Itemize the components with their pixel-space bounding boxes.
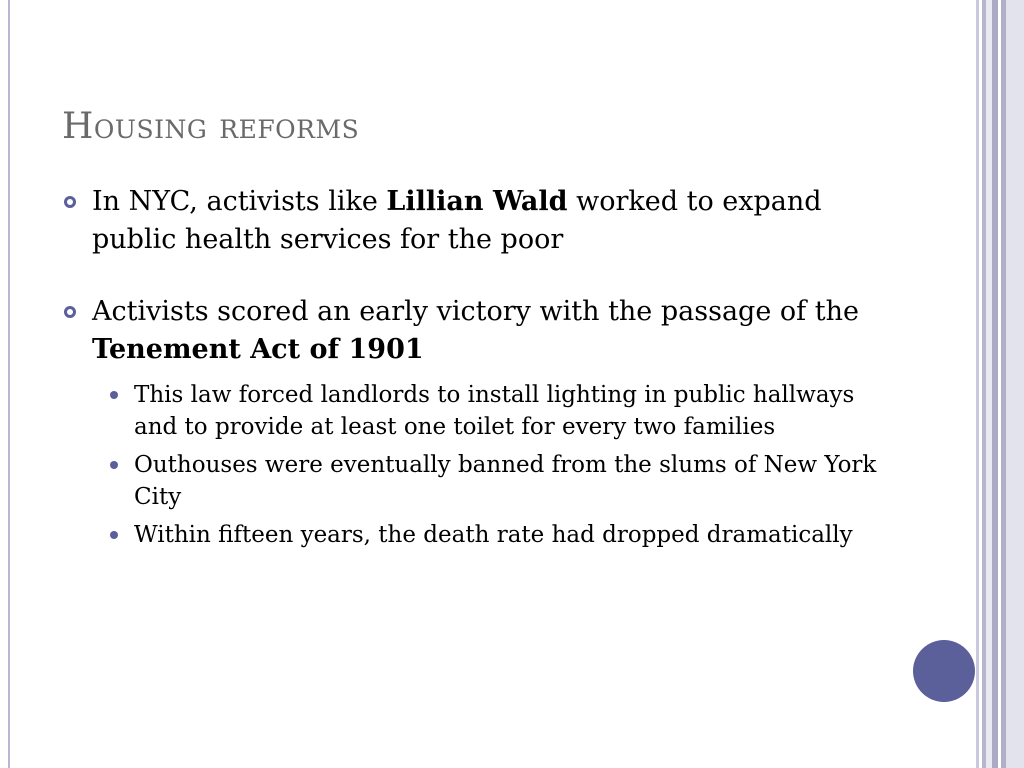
stripe [1006, 0, 1024, 768]
bullet-text: Activists scored an early victory with the passage of the [92, 296, 859, 327]
hollow-circle-bullet-icon [64, 196, 76, 208]
bullet-text: In NYC, activists like [92, 186, 387, 217]
right-border-stripes [976, 0, 1024, 768]
stripe [976, 0, 979, 768]
slide-body [62, 183, 892, 585]
sub-bullet-text: This law forced landlords to install lighting in public hallways and to provide at least one toilet for every two families [134, 382, 855, 440]
sub-bullet-text: Outhouses were eventually banned from the slums of New York City [134, 452, 877, 510]
hollow-circle-bullet-icon [64, 306, 76, 318]
sub-bullet-list [92, 379, 892, 551]
slide-title: Housing reforms [62, 106, 360, 147]
bullet-bold-text: Tenement Act of 1901 [92, 334, 424, 365]
sub-bullet-text: Within fifteen years, the death rate had dropped dramatically [134, 522, 853, 548]
filled-dot-bullet-icon [110, 391, 118, 399]
bullet-bold-text: Lillian Wald [386, 186, 568, 217]
sub-bullet-item [92, 379, 892, 443]
decorative-circle [913, 640, 975, 702]
filled-dot-bullet-icon [110, 531, 118, 539]
bullet-item [62, 183, 892, 259]
bullet-text: worked to expand public health services for the poor [92, 186, 822, 255]
bullet-item [62, 293, 892, 551]
sub-bullet-item [92, 449, 892, 513]
filled-dot-bullet-icon [110, 461, 118, 469]
left-border-line [8, 0, 10, 768]
sub-bullet-item [92, 519, 892, 551]
